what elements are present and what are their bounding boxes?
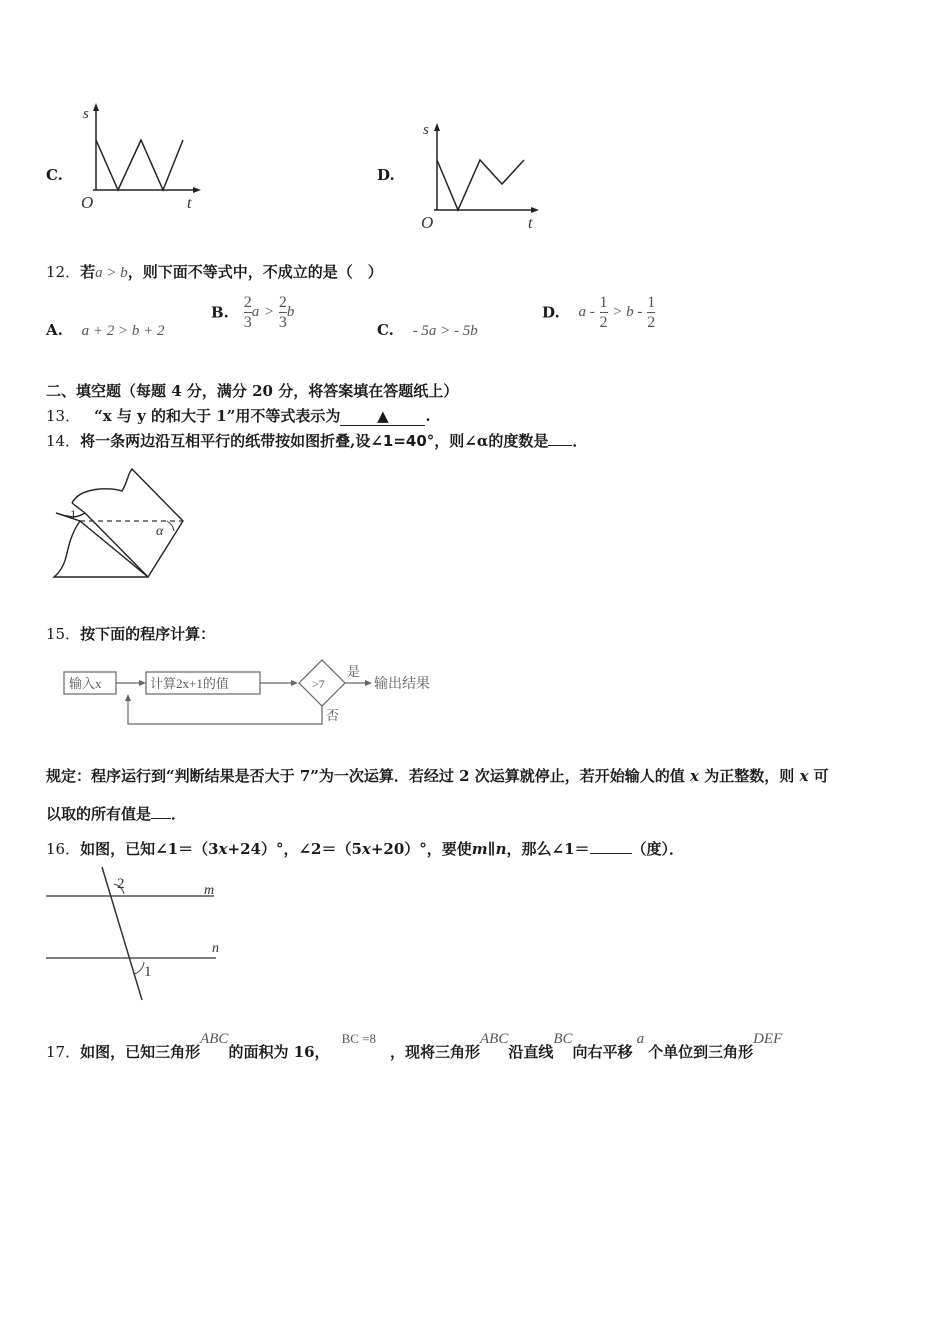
q12-number: 12．	[46, 263, 81, 281]
flow-no-label: 否	[326, 708, 340, 723]
graph-c-x-label: t	[187, 195, 192, 212]
q15-flowchart	[62, 658, 452, 730]
q13: 13． “x 与 y 的和大于 1”用不等式表示为 ▲ .	[46, 407, 431, 425]
q16: 16．如图，已知∠1＝（3x+24）°，∠2＝（5x+20）°，要使m∥n，那么∠1＝ （度）．	[46, 840, 685, 858]
q16-answer-blank	[590, 853, 632, 854]
q17: 17．如图，已知三角形ABC的面积为 16，BC =8，现将三角形ABC沿直线BC向右平移a个单位到三角形DEF	[46, 1031, 783, 1061]
flow-output-label: 输出结果	[374, 677, 430, 692]
q14-folded-strip-figure	[50, 465, 190, 585]
flow-judge-label: >7	[312, 677, 325, 691]
q14: 14．将一条两边沿互相平行的纸带按如图折叠,设∠1=40°，则∠α的度数是 ．	[46, 432, 588, 450]
graph-d	[418, 118, 548, 233]
q14-answer-blank	[548, 445, 572, 446]
graph-d-y-label: s	[423, 122, 429, 138]
q15-rule-line-2: 以取的所有值是 ．	[46, 805, 187, 823]
q12-stem: 12．若a > b，则下面不等式中，不成立的是（ ）	[46, 263, 383, 281]
triangle-icon: ▲	[377, 407, 389, 425]
graph-c	[75, 100, 215, 215]
q16-angle1-label: 1	[144, 964, 152, 980]
q12-condition: a > b	[95, 265, 128, 281]
q16-line-m-label: m	[204, 883, 215, 898]
option-c-label: C.	[46, 166, 63, 184]
q12-option-d: D. a - $\frac{1}{2}$ > b - $\frac{1}{2}$	[542, 294, 656, 331]
q12-option-b: B. $\frac{2}{3}$ a > $\frac{2}{3}$ b	[211, 294, 295, 331]
q12-option-c: C. - 5a > - 5b	[377, 321, 478, 339]
graph-d-origin: O	[421, 213, 434, 232]
flow-input-label: 输入x	[69, 676, 102, 691]
graph-d-x-label: t	[528, 215, 533, 232]
q14-angle1-label: 1	[70, 507, 77, 522]
flow-compute-label: 计算2x+1的值	[150, 676, 229, 691]
flow-yes-label: 是	[347, 664, 361, 679]
graph-c-y-label: s	[83, 106, 89, 122]
graph-c-origin: O	[81, 193, 94, 212]
q15-answer-blank	[151, 818, 171, 819]
q16-parallel-lines-figure	[44, 864, 234, 1004]
q13-answer-blank	[340, 407, 425, 426]
q12-option-a: A. a + 2 > b + 2	[46, 321, 165, 339]
q15: 15．按下面的程序计算：	[46, 625, 216, 643]
q16-angle2-label: 2	[117, 876, 125, 892]
section-2-heading: 二、填空题（每题 4 分，满分 20 分，将答案填在答题纸上）	[46, 382, 459, 400]
q16-line-n-label: n	[212, 941, 219, 956]
option-d-label: D.	[377, 166, 395, 184]
q14-alpha-label: α	[156, 524, 164, 539]
q15-rule-line-1: 规定：程序运行到“判断结果是否大于 7”为一次运算．若经过 2 次运算就停止，若开始输人的值 x 为正整数，则 x 可	[46, 767, 829, 785]
